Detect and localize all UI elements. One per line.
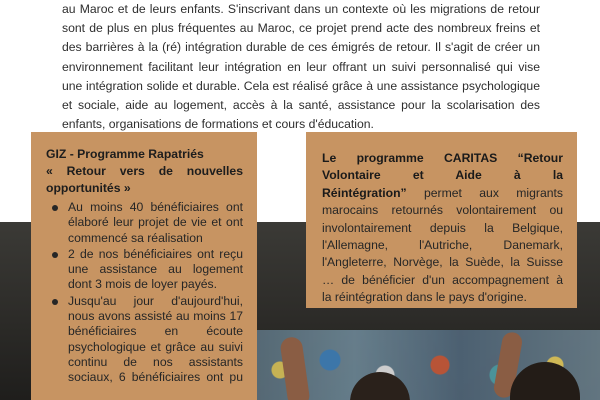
caritas-program-text	[322, 150, 563, 307]
list-item-line: bénéficiaires en écoute	[68, 324, 243, 339]
caritas-body-line: … de bénéficier d'un accompagnement à	[322, 272, 563, 287]
giz-program-box	[31, 132, 257, 400]
intro-line: des barrières à la (ré) intégration durable de ces émigrés de retour. Il s'agit de créer un	[62, 40, 540, 55]
giz-title-line: GIZ - Programme Rapatriés	[46, 147, 204, 161]
intro-line: environnement facilitant leur intégration en leur offrant un suivi personnalisé qui vise	[62, 59, 540, 74]
caritas-body-line: involontairement depuis la Belgique,	[322, 220, 563, 235]
list-item	[46, 247, 243, 293]
giz-title-line: « Retour vers de nouvelles	[46, 164, 243, 178]
intro-line: une intégration solide et durable. Cela est réalisé grâce à une assistance psychologique	[62, 78, 540, 93]
giz-results-list	[46, 200, 243, 386]
intro-line: sont de plus en plus fréquentes au Maroc, ce projet prend acte des nombreux freins et	[62, 21, 540, 36]
caritas-title-tail: permet aux migrants	[406, 185, 563, 200]
caritas-title-bold: Le programme CARITAS “Retour	[322, 151, 563, 165]
list-item	[46, 200, 243, 246]
giz-title-line: opportunités »	[46, 181, 131, 195]
list-item-line: Jusqu'au jour d'aujourd'hui,	[68, 293, 243, 308]
intro-line: enfants, organisations de formations et cours d'éducation.	[62, 117, 374, 132]
list-item-line: Au moins 40 bénéficiaires ont	[68, 200, 243, 214]
caritas-title-bold: Réintégration”	[322, 185, 407, 200]
caritas-title-line	[322, 185, 563, 202]
list-item-line: nous avons assisté au moins 17	[68, 309, 243, 324]
list-item-line: sociaux, 6 bénéficiaires ont pu	[68, 370, 243, 385]
list-item	[46, 294, 243, 386]
list-item-line: commencé sa réalisation	[68, 230, 203, 245]
caritas-body-line: la réintégration dans le pays d'origine.	[322, 290, 527, 305]
bullet-dot-icon	[52, 205, 58, 211]
caritas-title-line	[322, 167, 563, 184]
caritas-body-line: l'Angleterre, Norvège, la Suède, la Suisse	[322, 255, 563, 270]
caritas-body-line: marocains retournés volontairement ou	[322, 203, 563, 218]
intro-line: au Maroc et de leurs enfants. S'inscrivant dans un contexte où les migrations de retour	[62, 2, 540, 16]
giz-program-title	[46, 146, 243, 197]
intro-line: et sociale, aide au logement, accès à la santé, assistance pour la scolarisation des	[62, 98, 540, 113]
bullet-dot-icon	[52, 252, 58, 258]
bullet-dot-icon	[52, 299, 58, 305]
caritas-title-bold: Volontaire et Aide à la	[322, 168, 563, 183]
caritas-title-line	[322, 150, 563, 167]
list-item-line: continu de nos assistants	[68, 354, 243, 369]
caritas-program-box	[306, 132, 577, 308]
caritas-body-line: l'Allemagne, l'Autriche, Danemark,	[322, 238, 563, 253]
list-item-line: élaboré leur projet de vie et ont	[68, 215, 243, 230]
intro-paragraph	[62, 0, 540, 134]
list-item-line: dont 3 mois de loyer payés.	[68, 277, 218, 292]
list-item-line: 2 de nos bénéficiaires ont reçu	[68, 246, 243, 261]
list-item-line: une assistance au logement	[68, 262, 243, 277]
list-item-line: psychologique et grâce au suivi	[68, 339, 243, 354]
